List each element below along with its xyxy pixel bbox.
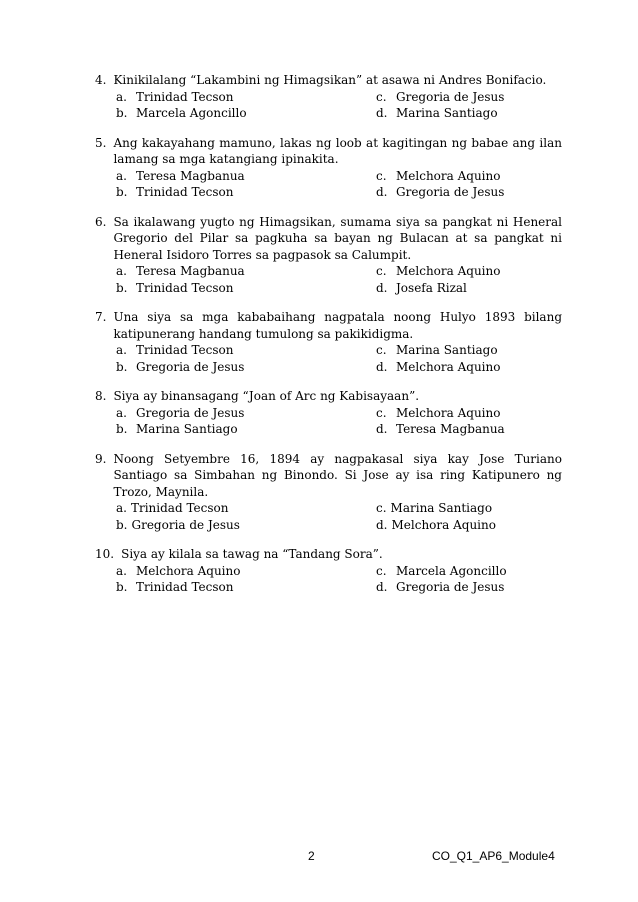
question-list <box>95 72 562 609</box>
option-text: Gregoria de Jesus <box>131 517 240 532</box>
answer-option <box>116 517 376 534</box>
answer-option <box>376 579 562 596</box>
option-letter: b. <box>116 280 128 295</box>
answer-option <box>376 563 562 580</box>
option-letter: d. <box>376 580 388 594</box>
answer-option <box>376 517 562 534</box>
option-text: Trinidad Tecson <box>130 501 229 515</box>
question-stem <box>95 214 562 264</box>
answer-option <box>376 89 562 106</box>
option-letter: d. <box>376 280 388 295</box>
question-text: Sa ikalawang yugto ng Himagsikan, sumama siya sa pangkat ni Heneral Gregorio del Pilar sa pagkuha sa bayan ng Bulacan at sa pangkat ni Heneral Isidoro Torres sa pagpasok sa Calumpit. <box>113 214 562 262</box>
option-text: Josefa Rizal <box>396 280 467 295</box>
option-text: Gregoria de Jesus <box>396 580 505 594</box>
option-letter: a. <box>116 343 127 357</box>
option-text: Gregoria de Jesus <box>136 359 245 374</box>
question-item <box>95 72 562 122</box>
answer-option <box>376 184 562 201</box>
module-code: CO_Q1_AP6_Module4 <box>432 849 555 863</box>
option-letter: c. <box>376 343 387 357</box>
option-letter: a. <box>116 168 127 183</box>
option-text: Teresa Magbanua <box>396 422 505 436</box>
answer-options <box>95 89 562 122</box>
answer-option <box>116 500 376 517</box>
question-text: Siya ay binansagang “Joan of Arc ng Kabisayaan”. <box>113 389 420 403</box>
option-letter: c. <box>376 168 387 183</box>
answer-option <box>116 280 376 297</box>
question-text: Siya ay kilala sa tawag na “Tandang Sora”. <box>121 547 383 561</box>
option-text: Marina Santiago <box>396 106 498 120</box>
question-stem <box>95 309 562 342</box>
option-letter: c. <box>376 501 387 515</box>
page-number: 2 <box>308 849 315 863</box>
question-stem <box>95 72 562 89</box>
answer-option <box>116 359 376 376</box>
question-item <box>95 451 562 534</box>
question-text: Noong Setyembre 16, 1894 ay nagpakasal siya kay Jose Turiano Santiago sa Simbahan ng Binondo. Si Jose ay isa ring Katipunero ng Trozo, Maynila. <box>113 451 562 499</box>
question-stem <box>95 388 562 405</box>
option-text: Trinidad Tecson <box>136 343 234 357</box>
option-text: Melchora Aquino <box>396 264 501 278</box>
answer-option <box>116 342 376 359</box>
option-letter: d. <box>376 359 388 374</box>
question-number: 5. <box>95 135 107 150</box>
answer-option <box>116 579 376 596</box>
answer-option <box>116 563 376 580</box>
option-text: Trinidad Tecson <box>136 185 234 199</box>
option-letter: d. <box>376 106 388 120</box>
question-stem <box>95 451 562 501</box>
option-letter: d. <box>376 422 388 436</box>
option-text: Gregoria de Jesus <box>136 405 245 420</box>
option-text: Marina Santiago <box>390 501 493 515</box>
option-letter: a. <box>116 89 127 104</box>
option-letter: c. <box>376 563 387 578</box>
option-text: Gregoria de Jesus <box>396 185 505 199</box>
question-text: Ang kakayahang mamuno, lakas ng loob at kagitingan ng babae ang ilan lamang sa mga katangiang ipinakita. <box>113 135 562 166</box>
answer-option <box>376 280 562 297</box>
answer-options <box>95 263 562 296</box>
option-letter: a. <box>116 405 127 420</box>
question-stem <box>95 546 562 563</box>
page-footer <box>0 849 638 867</box>
option-letter: b. <box>116 185 128 199</box>
option-letter: b. <box>116 517 128 532</box>
question-number: 9. <box>95 451 107 466</box>
option-letter: c. <box>376 405 387 420</box>
option-letter: b. <box>116 359 128 374</box>
answer-option <box>116 105 376 122</box>
option-text: Marcela Agoncillo <box>396 563 507 578</box>
option-letter: c. <box>376 89 387 104</box>
question-number: 8. <box>95 389 107 403</box>
question-item <box>95 309 562 375</box>
option-letter: b. <box>116 422 128 436</box>
answer-option <box>116 405 376 422</box>
question-number: 4. <box>95 73 107 87</box>
option-text: Trinidad Tecson <box>136 89 234 104</box>
question-item <box>95 388 562 438</box>
answer-option <box>376 342 562 359</box>
option-text: Gregoria de Jesus <box>396 89 505 104</box>
answer-option <box>116 168 376 185</box>
question-item <box>95 546 562 596</box>
option-text: Marcela Agoncillo <box>136 106 247 120</box>
option-text: Teresa Magbanua <box>136 168 245 183</box>
question-number: 7. <box>95 310 107 324</box>
question-number: 6. <box>95 214 107 229</box>
answer-option <box>116 89 376 106</box>
option-letter: d. <box>376 517 388 532</box>
question-text: Kinikilalang “Lakambini ng Himagsikan” at asawa ni Andres Bonifacio. <box>113 73 547 87</box>
answer-option <box>376 421 562 438</box>
question-item <box>95 214 562 297</box>
option-letter: b. <box>116 106 128 120</box>
option-text: Teresa Magbanua <box>136 264 245 278</box>
question-number: 10. <box>95 547 115 561</box>
question-item <box>95 135 562 201</box>
option-text: Marina Santiago <box>396 343 498 357</box>
answer-option <box>376 359 562 376</box>
option-text: Melchora Aquino <box>396 168 501 183</box>
answer-options <box>95 563 562 596</box>
option-letter: a. <box>116 563 127 578</box>
option-letter: a. <box>116 501 127 515</box>
answer-options <box>95 342 562 375</box>
answer-option <box>116 263 376 280</box>
question-text: Una siya sa mga kababaihang nagpatala noong Hulyo 1893 bilang katipunerang handang tumulong sa pakikidigma. <box>113 310 562 341</box>
option-text: Marina Santiago <box>136 422 238 436</box>
option-text: Melchora Aquino <box>396 359 501 374</box>
option-text: Melchora Aquino <box>391 517 496 532</box>
answer-option <box>376 263 562 280</box>
option-letter: a. <box>116 264 127 278</box>
option-letter: d. <box>376 185 388 199</box>
option-letter: b. <box>116 580 128 594</box>
option-text: Trinidad Tecson <box>136 580 234 594</box>
question-stem <box>95 135 562 168</box>
option-text: Trinidad Tecson <box>136 280 234 295</box>
option-text: Melchora Aquino <box>396 405 501 420</box>
answer-option <box>376 105 562 122</box>
option-letter: c. <box>376 264 387 278</box>
answer-option <box>116 184 376 201</box>
answer-option <box>376 500 562 517</box>
answer-option <box>376 168 562 185</box>
answer-options <box>95 405 562 438</box>
answer-options <box>95 500 562 533</box>
answer-options <box>95 168 562 201</box>
option-text: Melchora Aquino <box>136 563 241 578</box>
answer-option <box>376 405 562 422</box>
answer-option <box>116 421 376 438</box>
